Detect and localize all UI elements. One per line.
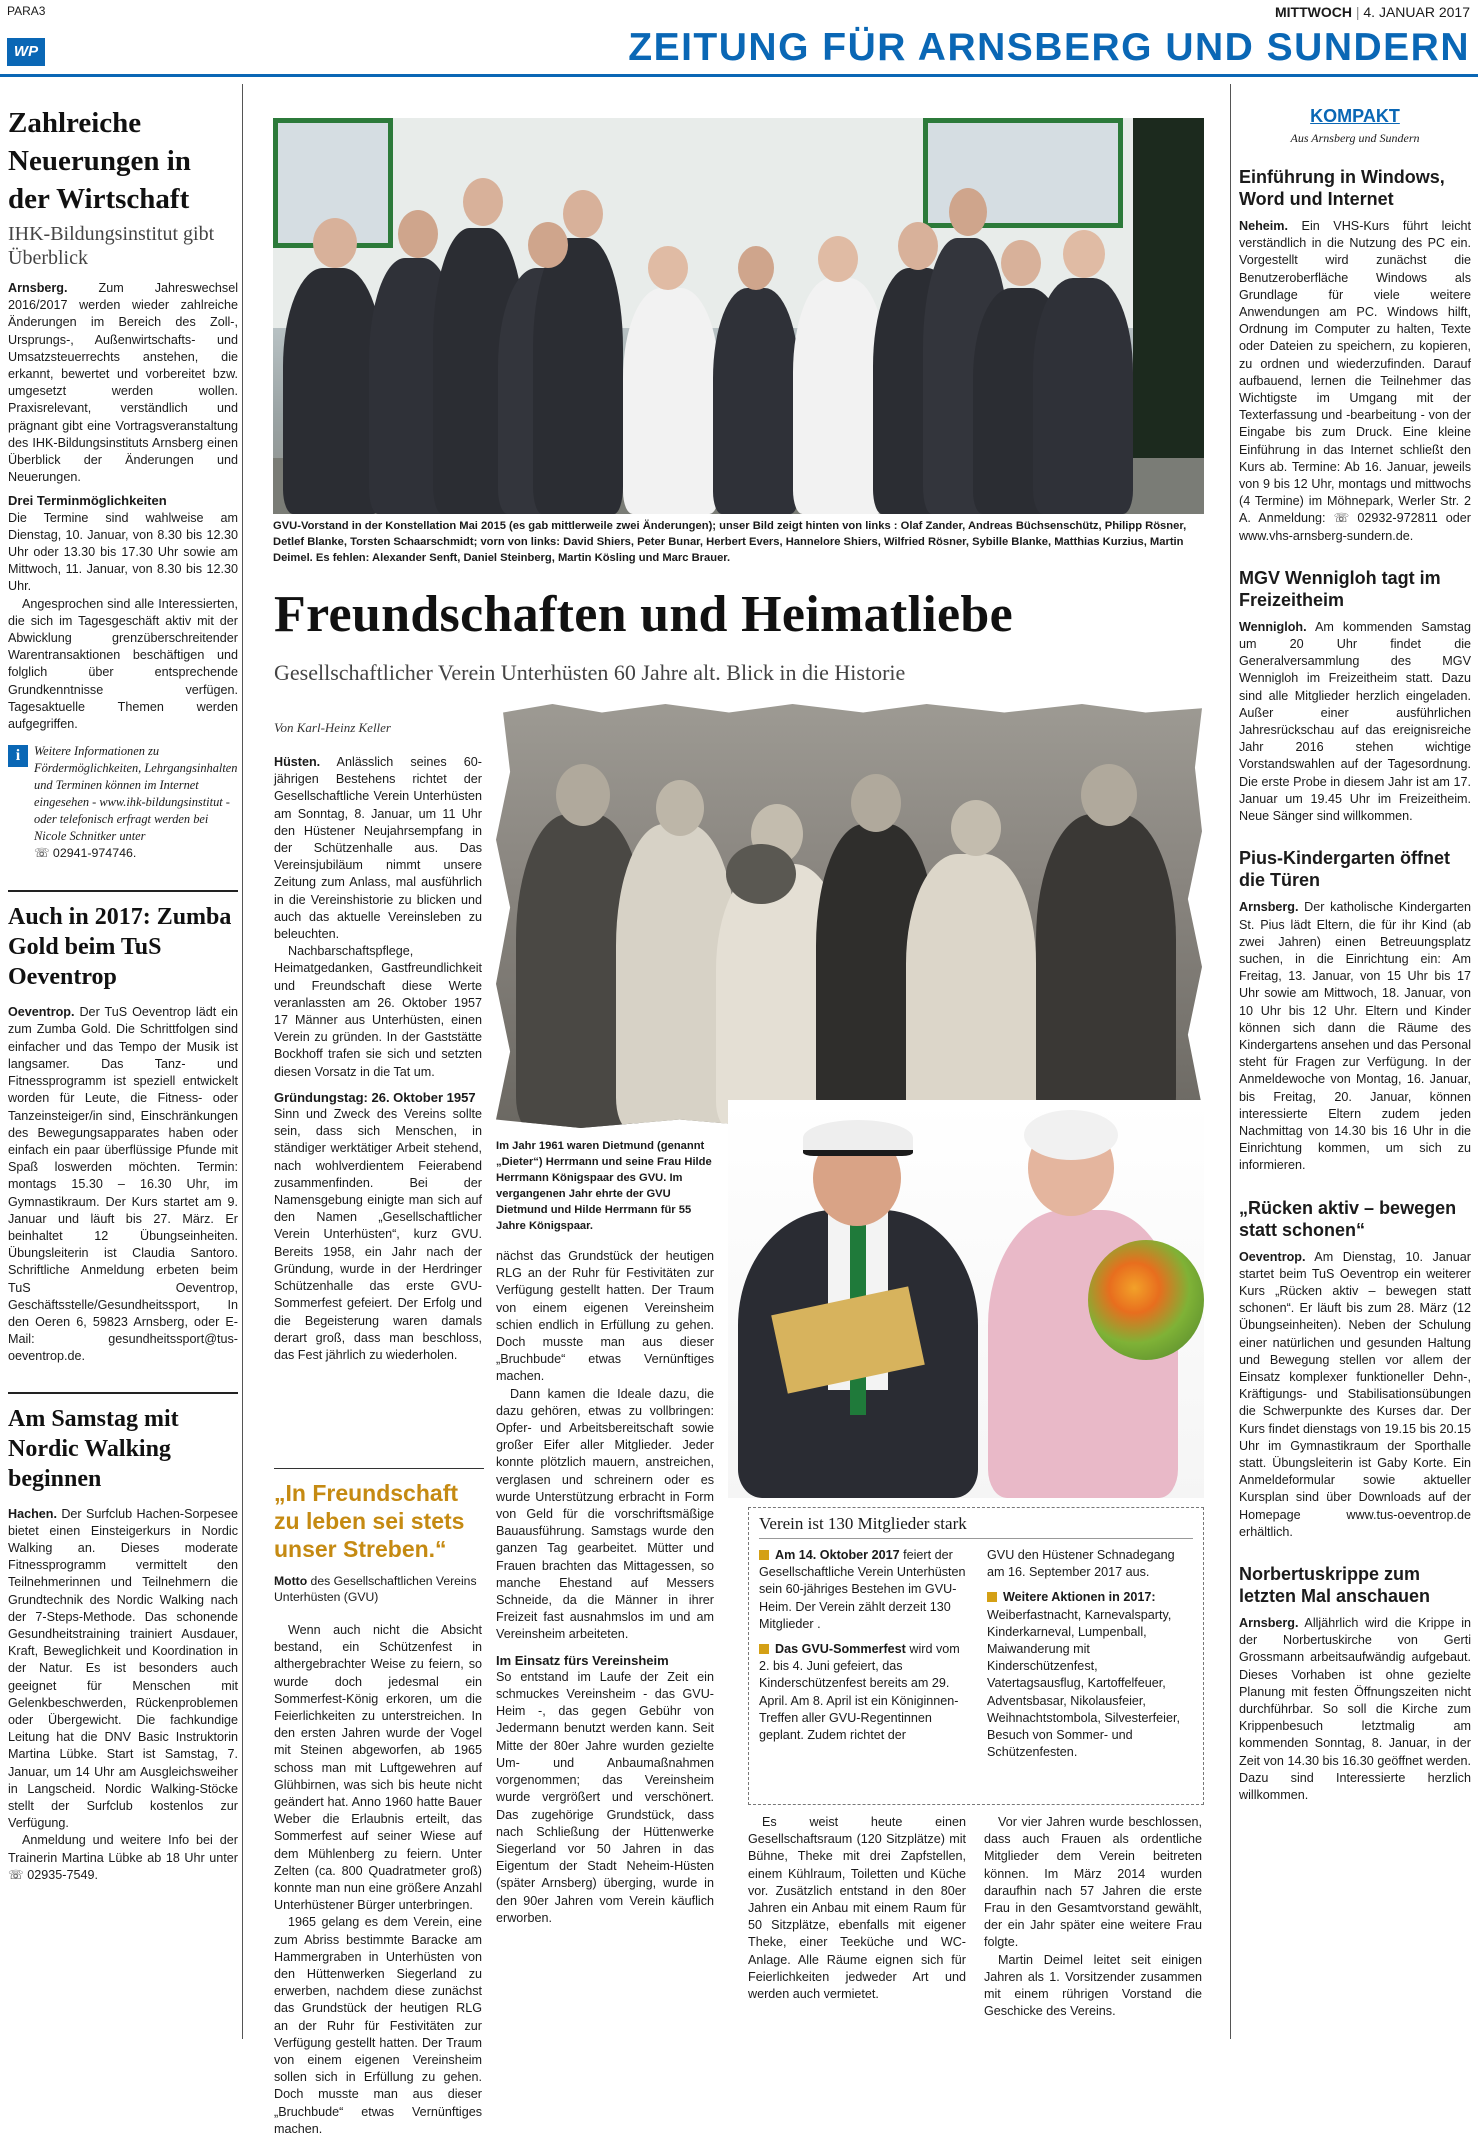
woman-hair bbox=[1024, 1110, 1118, 1160]
article-title-mgv: MGV Wennigloh tagt im Freizeitheim bbox=[1239, 567, 1441, 610]
issue-date-value: 4. JANUAR 2017 bbox=[1363, 4, 1470, 20]
paragraph: 1965 gelang es dem Verein, eine zum Abriss bestimmte Baracke am Hammergraben in Unterhüsten von den Hüttenwerken Siegerland zu erwerben, nachdem diese zunächst das Grundstück der heutigen RLG an der Ruhr für Festivitäten zur Verfügung gestellt hatten. Der Traum von einem eigenen Vereinsheim sollen sich in Erfüllung zu gehen. Doch musste man aus dieser „Bruchbude“ etwas Vernünftiges machen. bbox=[274, 1915, 482, 2136]
article-separator bbox=[8, 890, 238, 892]
paragraph: Wenn auch nicht die Absicht bestand, ein Schützenfest in althergebrachter Weise zu feiern, so wurde doch jedesmal ein Sommerfest-König erkoren, um die Feierlichkeiten zu unterstreichen. In den ersten Jahren wurde der Vogel mit Steinen abgeworfen, ab 1965 schoss man mit Luftgewehren auf Glühbirnen, was sich bis heute nicht geändert hat. Anno 1960 hatte Bauer Weber die Erlaubnis erteilt, das Sommerfest auf seiner Wiese auf dem Mühlenberg zu feiern. Unter Zelten (ca. 800 Quadratmeter groß) konnte man nun eine größere Anzahl Unterhüstener Bürger unterbringen. bbox=[274, 1623, 482, 1913]
article-separator bbox=[8, 1392, 238, 1394]
man-cap bbox=[803, 1120, 913, 1156]
info-text: Weitere Informationen zu Fördermöglichkeiten, Lehrgangsinhalten und Terminen können im Internet eingesehen - www.ihk-bildungsinstitut - oder telefonisch erfragt werden bei Nicole Schnitker unter bbox=[34, 744, 238, 844]
info-item-label: Das GVU-Sommerfest bbox=[775, 1642, 906, 1657]
dateline: Wennigloh. bbox=[1239, 619, 1307, 634]
article-body-ihk bbox=[8, 280, 238, 733]
quote-source-text: des Gesellschaftlichen Vereins Unterhüsten (GVU) bbox=[274, 1574, 477, 1604]
article-title-kindergarten: Pius-Kindergarten öffnet die Türen bbox=[1239, 848, 1451, 891]
page-code: PARA3 bbox=[7, 4, 46, 18]
byline: Von Karl-Heinz Keller bbox=[274, 720, 391, 735]
section-sublabel: Aus Arnsberg und Sundern bbox=[1290, 131, 1420, 145]
main-column-4 bbox=[984, 1814, 1202, 2020]
article-title-vhs: Einführung in Windows, Word und Internet bbox=[1239, 167, 1445, 209]
info-item bbox=[759, 1641, 971, 1744]
issue-date bbox=[1275, 4, 1470, 20]
photo-caption-top: GVU-Vorstand in der Konstellation Mai 2015 (es gab mittlerweile zwei Änderungen); unser Bild zeigt hinten von links : Olaf Zander, Andreas Büchsenschütz, Philipp Rösner, Detlef Blanke, Torsten Schaarschmidt; vorn von links: David Shiers, Peter Bunar, Herbert Evers, Hannelore Shiers, Wilfried Rösner, Sybille Blanke, Matthias Kurzius, Martin Deimel. Es fehlen: Alexander Senft, Daniel Steinberg, Martin Kösling und Marc Brauer. bbox=[273, 520, 1187, 564]
info-phone: ☏ 02941-974746. bbox=[34, 846, 137, 861]
main-column-1 bbox=[274, 754, 482, 1364]
subheading: Im Einsatz fürs Vereinsheim bbox=[496, 1652, 669, 1668]
paragraph: Dann kamen die Ideale dazu, die dazu gehören, etwas zu vollbringen: Opfer- und Arbeitsbereitschaft sowie großer Eifer aller Mitglieder. Jeder konnte plötzlich mauern, anstreichen, verglasen und schreinern oder es wurde Unterstützung erbracht in Form von Geld für die vorschriftsmäßige Bauausführung. Samstags wurde den ganzen Tag gearbeitet. Mütter und Frauen brachten das Mittagessen, so manche Ehestand auf Messers Schneide, da die Männer in ihrer Freizeit fast ausnahmslos im und am Vereinsheim arbeiteten. bbox=[496, 1386, 714, 1642]
main-subheadline: Gesellschaftlicher Verein Unterhüsten 60 Jahre alt. Blick in die Historie bbox=[274, 660, 906, 685]
paragraph: Der katholische Kindergarten St. Pius lädt Eltern, die für ihr Kind (ab zwei Jahren) einen Betreuungsplatz suchen, in die Einrichtung ein: Am Freitag, 13. Januar, von 15 Uhr bis 17 Uhr sowie am Mittwoch, 18. Januar, von 10 Uhr bis 12 Uhr. Eltern und Kinder können sich dann die Räume des Kindergartens ansehen und das Personal steht für Fragen zur Verfügung. In der Anmeldewoche von Montag, 16. Januar, bis Freitag, 20. Januar, können interessierte Eltern zudem jeden Nachmittag von 14.30 bis 16 Uhr in die Einrichtung kommen, um sich zu informieren. bbox=[1239, 900, 1471, 1173]
info-item bbox=[759, 1547, 971, 1633]
info-box-club bbox=[748, 1507, 1204, 1805]
main-column-2 bbox=[496, 1248, 714, 1927]
quote-rule bbox=[274, 1468, 484, 1469]
paragraph: Ein VHS-Kurs führt leicht verständlich in die Nutzung des PC ein. Vorgestellt wird zunächst die Benutzeroberfläche Windows als Grundlage für viele weitere Anwendungen am PC. Windows hilft, Ordnung im Computer zu halten, Texte oder Dateien zu speichern, zu kopieren, zu ordnen und wiederzufinden. Darauf aufbauend, lernen die Teilnehmer das Wichtigste im Umgang mit der Texterfassung und -bearbeitung - von der Eingabe bis zum Druck. Eine kleine Einführung in das Internet schließt den Kurs ab. Termine: Ab 16. Januar, jeweils von 9 bis 12 Uhr, montags und mittwochs (4 Termine) im Möhnepark, Werler Str. 2 A. Anmeldung: ☏ 02932-972811 oder www.vhs-arnsberg-sundern.de. bbox=[1239, 219, 1471, 543]
flower-bouquet bbox=[726, 844, 796, 904]
section-label-kompakt: KOMPAKT bbox=[1310, 106, 1400, 126]
photo-herrmann-couple bbox=[728, 1100, 1204, 1498]
subheading: Gründungstag: 26. Oktober 1957 bbox=[274, 1089, 476, 1105]
paragraph: Vor vier Jahren wurde beschlossen, dass auch Frauen als ordentliche Mitglieder dem Verein beitreten können. Im März 2014 wurden daraufhin nach 57 Jahren die erste Frau in den Gesamtvorstand gewählt, der ein Jahr später eine weitere Frau folgte. bbox=[984, 1815, 1202, 1950]
paragraph: So entstand im Laufe der Zeit ein schmuckes Vereinsheim - das GVU-Heim -, das gegen Gebühr von Jedermann benutzt werden kann. Seit Mitte der 80er Jahre wurden gezielte Um- und Anbaumaßnahmen vorgenommen; das Vereinsheim wurde vergrößert und verschönert. Das zugehörige Grundstück, dass nach Schließung der Hüttenwerke Siegerland vor 50 Jahren in das Eigentum der Stadt Neheim-Hüsten (später Arnsberg) überging, wurde in den 90er Jahren vom Verein käuflich erworben. bbox=[496, 1669, 714, 1925]
photo-historical-1961 bbox=[496, 704, 1202, 1128]
issue-weekday: MITTWOCH bbox=[1274, 4, 1352, 20]
info-box-col-2 bbox=[987, 1547, 1193, 1761]
photo-caption-1961: Im Jahr 1961 waren Dietmund (genannt „Dieter“) Herrmann und seine Frau Hilde Herrmann Königspaar des GVU. Im vergangenen Jahr ehrte der GVU Dietmund und Hilde Herrmann für 55 Jahre Königspaar. bbox=[496, 1140, 712, 1232]
info-box bbox=[8, 743, 238, 862]
info-item bbox=[987, 1589, 1193, 1761]
article-subtitle-ihk: IHK-Bildungsinstitut gibt Überblick bbox=[8, 223, 215, 269]
flower-bouquet bbox=[1088, 1240, 1204, 1360]
dateline: Hüsten. bbox=[274, 755, 321, 769]
dateline: Oeventrop. bbox=[1239, 1249, 1306, 1264]
info-item-label: Am 14. Oktober 2017 bbox=[775, 1548, 900, 1562]
photo-gvu-board bbox=[273, 118, 1204, 514]
article-body-kindergarten bbox=[1239, 899, 1471, 1174]
paragraph: Anmeldung und weitere Info bei der Trainerin Martina Lübke ab 18 Uhr unter ☏ 02935-7549. bbox=[8, 1833, 238, 1882]
paragraph: Am Dienstag, 10. Januar startet beim TuS Oeventrop ein weiterer Kurs „Rücken aktiv – bewegen statt schonen“. Er läuft bis zum 28. März (12 Übungseinheiten). Neben der Schulung einer natürlichen und gesunden Haltung und Bewegung stellen vor allem der Einsatz komplexer funktioneller Dehn-, Kräftigungs- und Stabilisationsübungen die Schwerpunkte des Kurses dar. Der Kurs findet dienstags von 19.15 bis 20.15 Uhr im Gymnastikraum der Sporthalle statt. Übungsleiterin ist Gaby Korte. Ein Anmeldeformular sowie aktueller Kursplan sind über Downloads auf der Homepage www.tus-oeventrop.de erhältlich. bbox=[1239, 1249, 1471, 1539]
info-box-title: Verein ist 130 Mitglieder stark bbox=[759, 1514, 1193, 1539]
main-headline: Freundschaften und Heimatliebe bbox=[274, 586, 1013, 643]
main-column-3 bbox=[748, 1814, 966, 2003]
info-icon: i bbox=[8, 745, 28, 767]
quote-source bbox=[274, 1573, 484, 1605]
paragraph: Martin Deimel leitet seit einigen Jahren als 1. Vorsitzender zusammen mit einem rührigen Vorstand die Geschicke des Vereins. bbox=[984, 1952, 1202, 2019]
article-title-nordic-walking: Am Samstag mit Nordic Walking beginnen bbox=[8, 1405, 179, 1492]
dateline: Arnsberg. bbox=[1239, 1616, 1299, 1630]
date-separator: | bbox=[1355, 4, 1364, 20]
left-column bbox=[8, 104, 238, 1884]
paragraph: Alljährlich wird die Krippe in der Norbertuskirche von Gerti Grossmann arbeitsaufwändig aufgebaut. Dieses Vorhaben ist ohne gezielte Planung mit festen Öffnungszeiten nicht durchführbar. So soll die Kirche zum Krippenbesuch letztmalig am kommenden Sonntag, 8. Januar, in der Zeit von 14.30 bis 16.30 geöffnet werden. Dazu sind Interessierte herzlich willkommen. bbox=[1239, 1616, 1471, 1803]
info-item-text: Weiberfastnacht, Karnevalsparty, Kinderkarneval, Lumpenball, Maiwanderung mit Kinderschützenfest, Vatertagsausflug, Kartoffelfeuer, Adventsbasar, Nikolausfeier, Weihnachtstombola, Silvesterfeier, Besuch von Sommer- und Schützenfesten. bbox=[987, 1607, 1180, 1760]
right-column-divider bbox=[1230, 84, 1231, 2039]
info-item-text: feiert der Gesellschaftliche Verein Unterhüsten sein 60-jähriges Bestehen im GVU-Heim. Der Verein zählt derzeit 130 Mitglieder . bbox=[759, 1548, 966, 1631]
right-column bbox=[1239, 106, 1471, 1804]
dateline: Hachen. bbox=[8, 1506, 57, 1521]
info-item-text: wird vom 2. bis 4. Juni gefeiert, das Kinderschützenfest bereits am 29. April. Am 8. April ist ein Königinnen-Treffen aller GVU-Regentinnen geplant. Zudem richtet der bbox=[759, 1642, 960, 1743]
dateline: Arnsberg. bbox=[1239, 900, 1299, 915]
header-rule bbox=[0, 74, 1478, 77]
article-title-ihk: Zahlreiche Neuerungen in der Wirtschaft bbox=[8, 107, 191, 215]
quote-text: „In Freundschaft zu leben sei stets unser Streben.“ bbox=[274, 1480, 465, 1562]
paragraph: Angesprochen sind alle Interessierten, die sich im Tagesgeschäft aktiv mit der Abwicklung grenzüberschreitender Warentransaktionen beschäftigen und folglich über entsprechende Grundkenntnisse verfügen. Tagesaktuelle Themen werden aufgegriffen. bbox=[8, 596, 238, 732]
article-body-zumba bbox=[8, 1004, 238, 1365]
paragraph: Am kommenden Samstag um 20 Uhr findet die Generalversammlung des MGV Wennigloh im Freizeitheim statt. Dazu sind alle Mitglieder herzlich eingeladen. Außer einer ausführlichen Jahresrückschau auf das ereignisreiche Jahr 2016 stehen wichtige Vorstandswahlen auf der Tagesordnung. Die erste Probe in diesem Jahr ist am 17. Januar um 19.45 Uhr im Freizeitheim. Neue Sänger sind willkommen. bbox=[1239, 619, 1471, 824]
bullet-square-icon bbox=[759, 1550, 769, 1560]
pull-quote bbox=[274, 1468, 484, 1605]
article-title-ruecken: „Rücken aktiv – bewegen statt schonen“ bbox=[1239, 1197, 1457, 1240]
paragraph: Der TuS Oeventrop lädt ein zum Zumba Gold. Die Schrittfolgen sind einfacher und das Tempo der Musik ist langsamer. Das Tanz- und Fitnessprogramm ist speziell entwickelt worden für Leute, die Fitness- oder Tanzeinsteiger/in sind, Einschränkungen des Bewegungsapparates haben oder einfach ein paar überflüssige Pfunde mit Spaß loswerden möchten. Termin: montags 15.30 – 16.30 Uhr, im Gymnastikraum. Der Kurs startet am 9. Januar und läuft bis 27. März. Er beinhaltet 12 Übungseinheiten. Übungsleiterin ist Claudia Santoro. Schriftliche Anmeldung erbeten beim TuS Oeventrop, Geschäftsstelle/Gesundheitssport, In den Oeren 6, 59823 Arnsberg, oder E-Mail: gesundheitssport@tus-oeventrop.de. bbox=[8, 1005, 238, 1364]
article-title-krippe: Norbertuskrippe zum letzten Mal anschauen bbox=[1239, 1564, 1431, 1606]
article-body-vhs bbox=[1239, 218, 1471, 545]
article-body-nordic-walking bbox=[8, 1506, 238, 1884]
flag-banner bbox=[1133, 118, 1204, 498]
paragraph: nächst das Grundstück der heutigen RLG an der Ruhr für Festivitäten zur Verfügung gestellt hatten. Der Traum von einem eigenen Vereinsheim schien endlich in Erfüllung zu gehen. Doch musste man aus dieser „Bruchbude“ etwas Vernünftiges machen. bbox=[496, 1249, 714, 1384]
paper-title: ZEITUNG FÜR ARNSBERG UND SUNDERN bbox=[628, 26, 1470, 69]
dateline: Arnsberg. bbox=[8, 281, 68, 295]
dateline: Oeventrop. bbox=[8, 1005, 75, 1020]
paragraph: Es weist heute einen Gesellschaftsraum (120 Sitzplätze) mit Bühne, Theke mit drei Zapfstellen, einem Kühlraum, Toiletten und Küche vor. Zusätzlich entstand in den 80er Jahren ein Anbau mit einem Raum für 50 Sitzplätze, ebenfalls mit eigener Theke, einer Teeküche und WC-Anlage. Alle Räume eignen sich für Feierlichkeiten jedweder Art und werden auch vermietet. bbox=[748, 1815, 966, 2002]
main-column-1-lower bbox=[274, 1622, 482, 2138]
quote-source-label: Motto bbox=[274, 1574, 308, 1588]
info-item-label: Weitere Aktionen in 2017: bbox=[1003, 1590, 1156, 1605]
paragraph: Sinn und Zweck des Vereins sollte sein, dass sich Menschen, in ständiger werktätiger Arbeit stehend, nach wohlverdientem Feierabend zusammenfinden. Bei der Namensgebung einigte man sich auf den Namen „Gesellschaftlicher Verein Unterhüsten“, kurz GVU. Bereits 1958, ein Jahr nach der Gründung, wurde in der Herdringer Schützenhalle das erste GVU-Sommerfest gefeiert. Der Erfolg und die Begeisterung waren damals derart groß, dass man beschloss, das Fest jährlich zu wiederholen. bbox=[274, 1107, 482, 1362]
article-body-mgv bbox=[1239, 619, 1471, 825]
info-item-text: GVU den Hüstener Schnadegang am 16. September 2017 aus. bbox=[987, 1548, 1175, 1580]
article-title-zumba: Auch in 2017: Zumba Gold beim TuS Oeventrop bbox=[8, 904, 232, 991]
paragraph: Anlässlich seines 60-jährigen Bestehens richtet der Gesellschaftliche Verein Unterhüsten am Sonntag, 8. Januar, um 11 Uhr den Hüstener Neujahrsempfang in der Schützenhalle aus. Das Vereinsjubiläum nimmt unsere Zeitung zum Anlass, mal ausführlich in die Vereinshistorie zu blicken und auch das aktuelle Vereinsleben zu beleuchten. bbox=[274, 755, 482, 942]
bullet-square-icon bbox=[987, 1592, 997, 1602]
article-body-krippe bbox=[1239, 1615, 1471, 1804]
left-column-divider bbox=[242, 84, 243, 2039]
article-body-ruecken bbox=[1239, 1249, 1471, 1541]
bullet-square-icon bbox=[759, 1644, 769, 1654]
paragraph: Zum Jahreswechsel 2016/2017 werden wieder zahlreiche Änderungen im Bereich des Zoll-, Ursprungs-, Außenwirtschafts- und Umsatzsteuerrechts anstehen, die erkannt, bewertet und vorbereitet bzw. umgesetzt werden wollen. Praxisrelevant, verständlich und prägnant gibt eine Vortragsveranstaltung des IHK-Bildungsinstituts Arnsberg einen Überblick der Änderungen und Neuerungen. bbox=[8, 281, 238, 485]
publication-logo: WP bbox=[7, 38, 45, 66]
subheading: Drei Terminmöglichkeiten bbox=[8, 493, 167, 509]
paragraph: Die Termine sind wahlweise am Dienstag, 10. Januar, von 8.30 bis 12.30 Uhr oder 13.30 bis 17.30 Uhr sowie am Mittwoch, 11. Januar, von 8.30 bis 12.30 Uhr. bbox=[8, 510, 238, 594]
paragraph: Nachbarschaftspflege, Heimatgedanken, Gastfreundlichkeit und Freundschaft diese Werte veranlassten am 26. Oktober 1957 17 Männer aus Unterhüsten, einen Verein zu gründen. In der Gaststätte Bockhoff trafen sie sich und setzten diesen Vorsatz in die Tat um. bbox=[274, 944, 482, 1079]
dateline: Neheim. bbox=[1239, 219, 1288, 233]
info-box-col-1 bbox=[759, 1547, 971, 1761]
paragraph: Der Surfclub Hachen-Sorpesee bietet einen Einsteigerkurs in Nordic Walking an. Dieses moderate Fitnessprogramm vermittelt den Teilnehmerinnen und Teilnehmern die Grundtechnik des Nordic Walking nach der 7-Steps-Methode. Das schonende Gesundheitstraining trainiert Ausdauer, Kraft, Beweglichkeit und Koordination in der Natur. Es ist besonders auch geeignet für Menschen mit Gelenkbeschwerden, Rückenproblemen oder Übergewicht. Die fachkundige Leitung hat die DNV Basic Instruktorin Martina Lübke. Start ist Samstag, 7. Januar, um 14 Uhr am Ausgleichsweiher in Langscheid. Nordic Walking-Stöcke stellt der Surfclub kostenlos zur Verfügung. bbox=[8, 1506, 238, 1831]
